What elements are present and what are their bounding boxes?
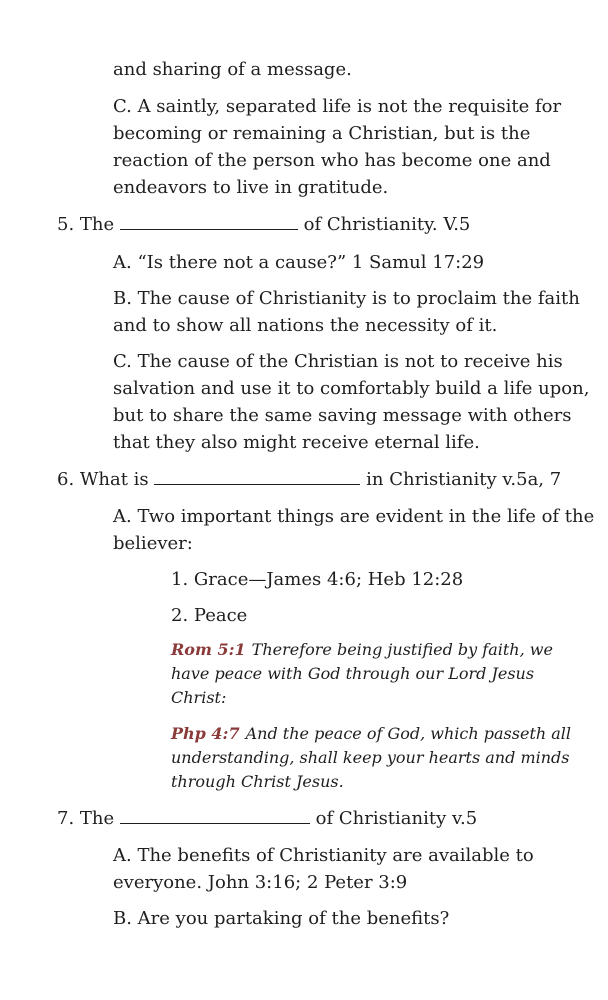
item-5-heading	[57, 211, 470, 238]
paragraph-5a: A. “Is there not a cause?” 1 Samul 17:29	[113, 252, 485, 273]
paragraph-4c-line3: reaction of the person who has become one and	[113, 150, 551, 171]
sub-item-peace: 2. Peace	[171, 605, 248, 626]
paragraph-5c-line4: that they also might receive eternal life.	[113, 432, 480, 453]
item-5-prefix: 5. The	[57, 214, 115, 235]
paragraph-continuation: and sharing of a message.	[113, 59, 352, 80]
quote-php-text-1: And the peace of God, which passeth all	[245, 724, 572, 743]
quote-rom-line3: Christ:	[171, 688, 227, 707]
item-7-heading	[57, 805, 477, 832]
paragraph-4c-line4: endeavors to live in gratitude.	[113, 177, 389, 198]
quote-php-reference: Php 4:7	[171, 724, 240, 743]
paragraph-6a-line2: believer:	[113, 533, 193, 554]
paragraph-7b: B. Are you partaking of the benefits?	[113, 908, 450, 929]
item-7-prefix: 7. The	[57, 808, 115, 829]
item-7-blank-line	[120, 806, 310, 824]
sub-item-grace: 1. Grace—James 4:6; Heb 12:28	[171, 569, 464, 590]
paragraph-6a-line1: A. Two important things are evident in the life of the	[113, 506, 595, 527]
item-5-suffix: of Christianity. V.5	[303, 214, 471, 235]
item-6-suffix: in Christianity v.5a, 7	[366, 469, 562, 490]
item-7-suffix: of Christianity v.5	[315, 808, 478, 829]
item-5-blank-line	[120, 212, 298, 230]
paragraph-4c-line2: becoming or remaining a Christian, but is the	[113, 123, 531, 144]
item-6-heading	[57, 466, 561, 493]
quote-php-line1	[171, 722, 571, 746]
paragraph-7a-line1: A. The benefits of Christianity are available to	[113, 845, 534, 866]
paragraph-5c-line1: C. The cause of the Christian is not to receive his	[113, 351, 563, 372]
paragraph-5b-line2: and to show all nations the necessity of it.	[113, 315, 498, 336]
paragraph-4c-line1: C. A saintly, separated life is not the requisite for	[113, 96, 562, 117]
quote-rom-line2: have peace with God through our Lord Jesus	[171, 664, 535, 683]
quote-rom-reference: Rom 5:1	[171, 640, 246, 659]
paragraph-5c-line3: but to share the same saving message with others	[113, 405, 572, 426]
paragraph-5c-line2: salvation and use it to comfortably build a life upon,	[113, 378, 590, 399]
quote-php-line3: through Christ Jesus.	[171, 772, 344, 791]
quote-rom-text-1: Therefore being justified by faith, we	[251, 640, 553, 659]
paragraph-7a-line2: everyone. John 3:16; 2 Peter 3:9	[113, 872, 408, 893]
paragraph-5b-line1: B. The cause of Christianity is to proclaim the faith	[113, 288, 580, 309]
item-6-prefix: 6. What is	[57, 469, 149, 490]
quote-rom-line1	[171, 638, 553, 662]
quote-php-line2: understanding, shall keep your hearts and minds	[171, 748, 570, 767]
item-6-blank-line	[154, 467, 360, 485]
